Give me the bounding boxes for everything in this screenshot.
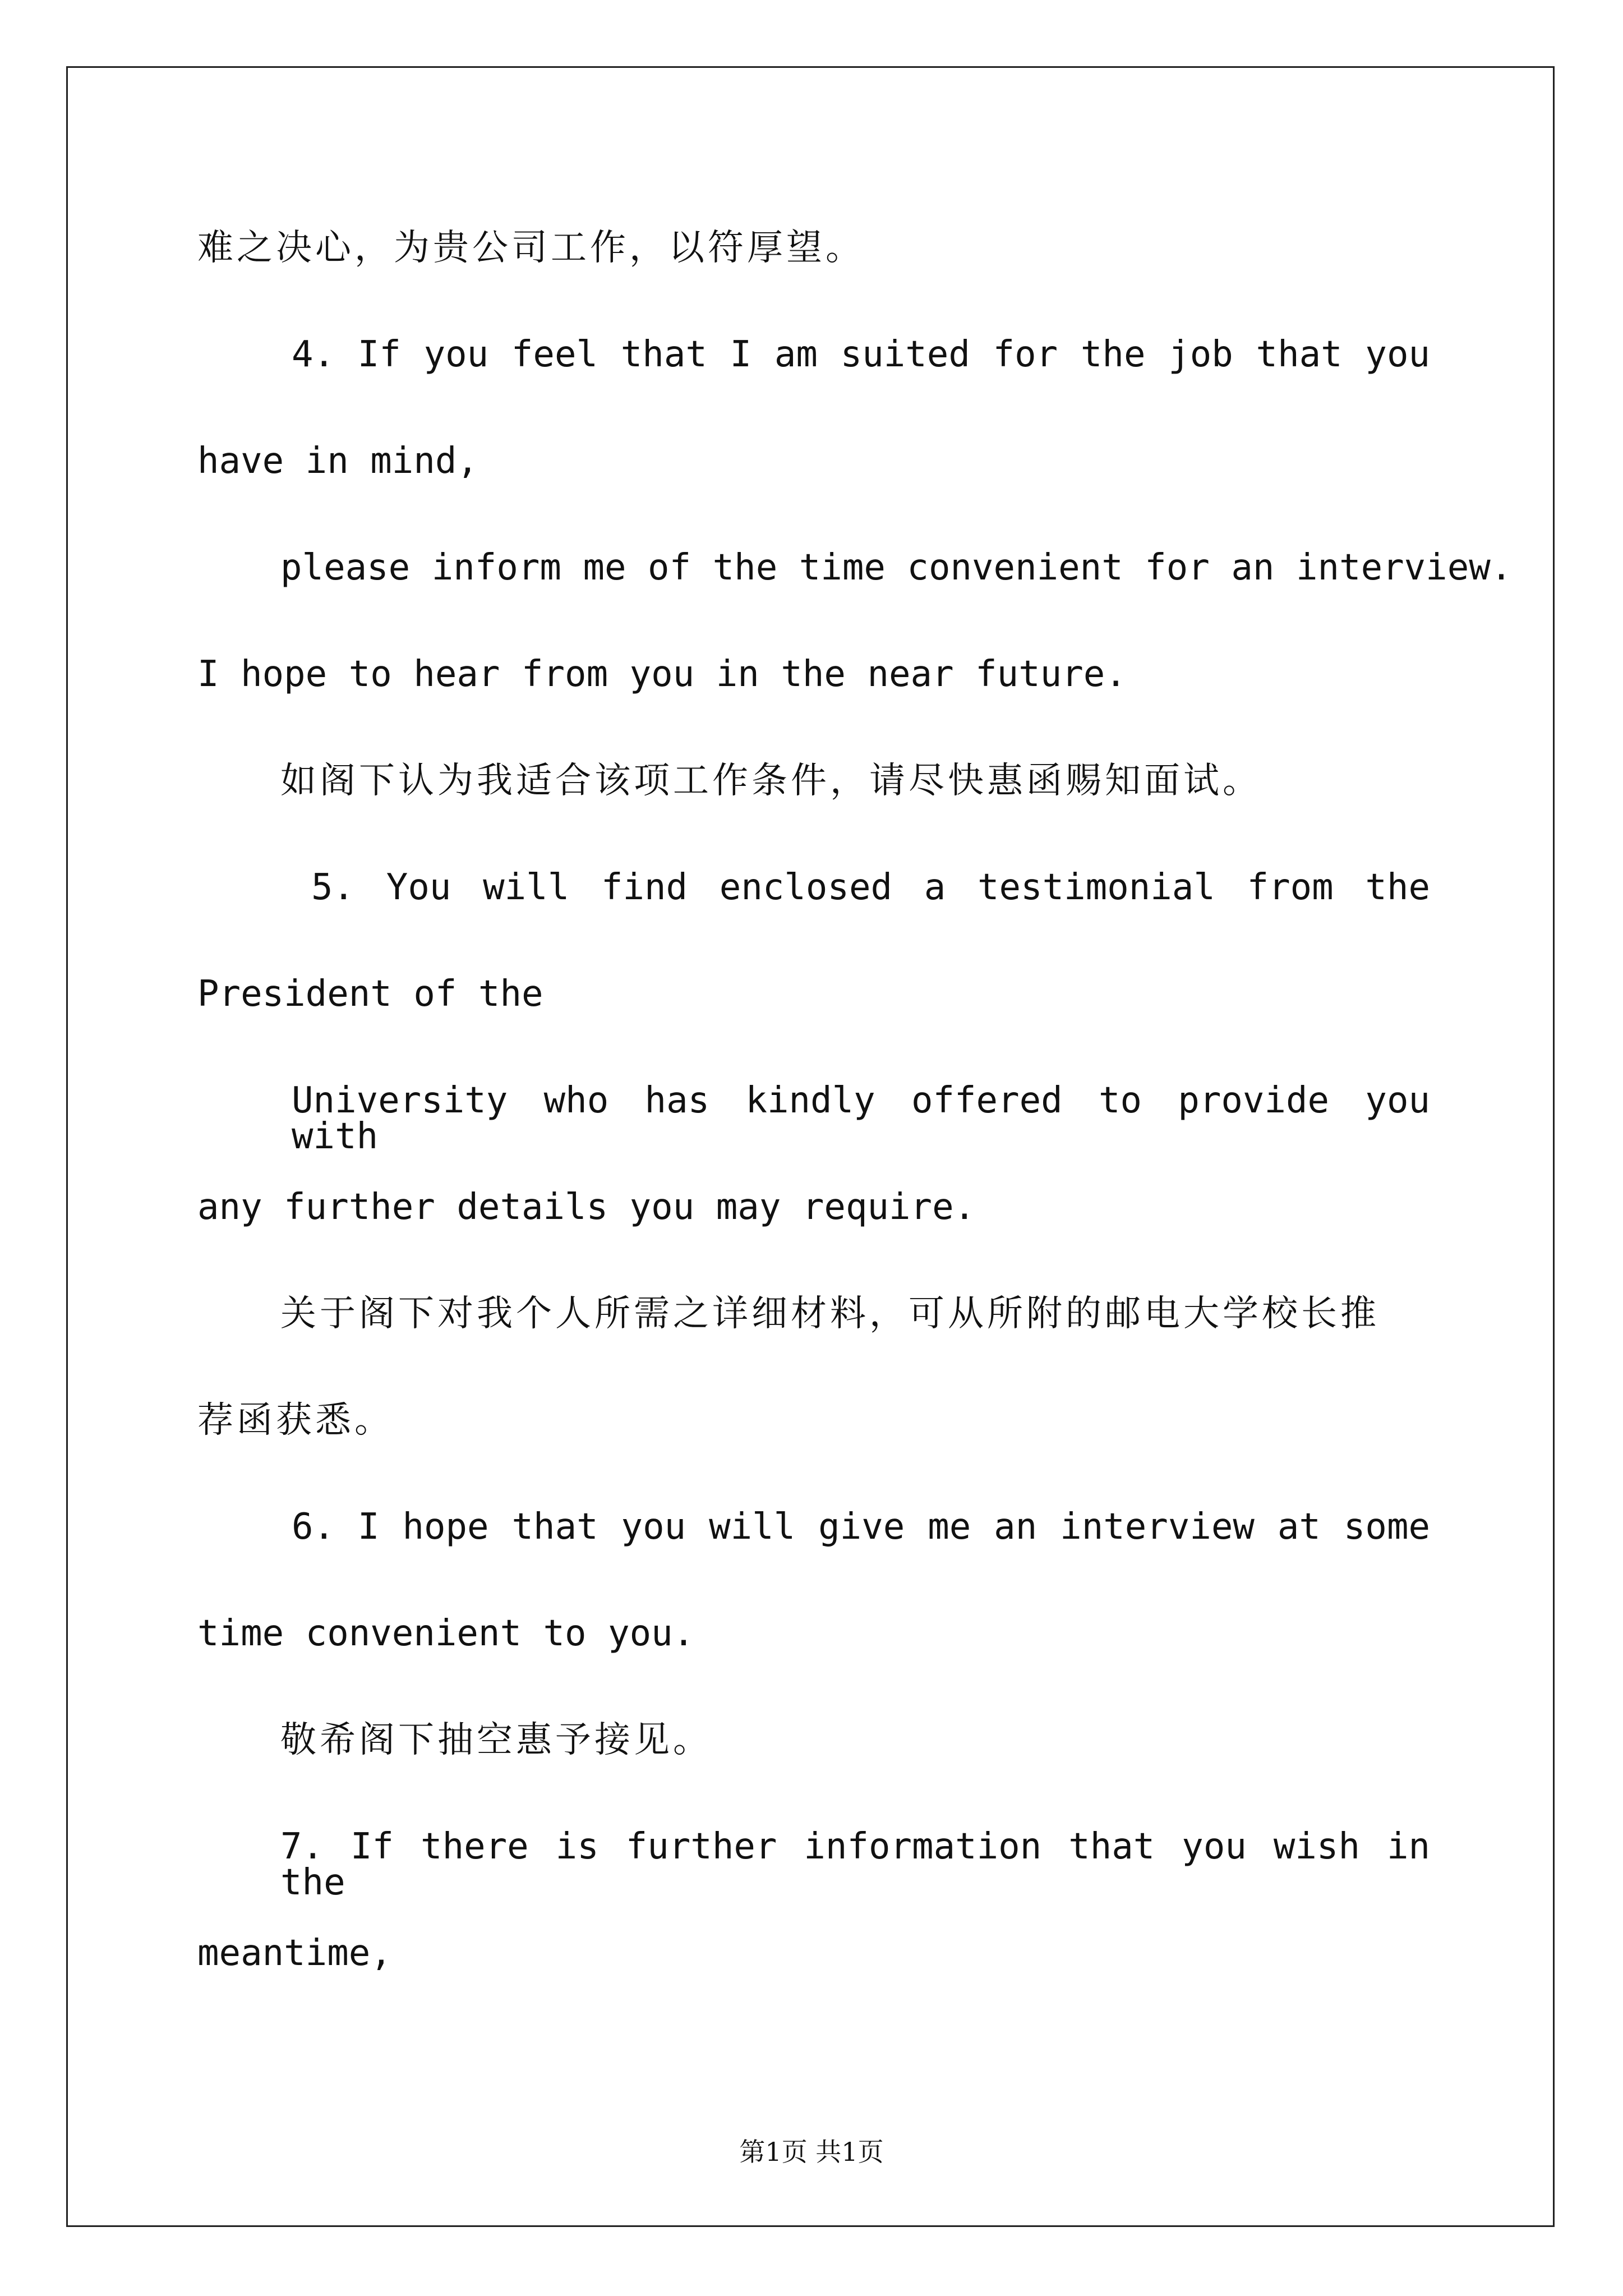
paragraph-line-11: 关于阁下对我个人所需之详细材料，可从所附的邮电大学校长推 bbox=[280, 1293, 1380, 1335]
paragraph-line-17: meantime, bbox=[197, 1932, 392, 1974]
page-footer: 第1页 共1页 bbox=[739, 2137, 884, 2167]
paragraph-line-3: have in mind, bbox=[197, 440, 478, 482]
paragraph-line-15: 敬希阁下抽空惠予接见。 bbox=[280, 1719, 712, 1761]
paragraph-line-9: University who has kindly offered to provide you with bbox=[292, 1080, 1430, 1157]
paragraph-line-16: 7. If there is further information that you wish in the bbox=[280, 1826, 1430, 1903]
paragraph-line-13: 6. I hope that you will give me an interview at some bbox=[292, 1506, 1430, 1548]
paragraph-line-6: 如阁下认为我适合该项工作条件，请尽快惠函赐知面试。 bbox=[280, 760, 1262, 802]
paragraph-line-7: 5. You will find enclosed a testimonial from the bbox=[311, 867, 1430, 908]
paragraph-line-8: President of the bbox=[197, 973, 543, 1015]
paragraph-line-2: 4. If you feel that I am suited for the job that you bbox=[292, 334, 1430, 375]
paragraph-line-5: I hope to hear from you in the near future. bbox=[197, 654, 1127, 695]
paragraph-line-10: any further details you may require. bbox=[197, 1186, 976, 1228]
paragraph-line-4: please inform me of the time convenient for an interview. bbox=[280, 547, 1513, 588]
paragraph-line-14: time convenient to you. bbox=[197, 1613, 695, 1654]
paragraph-line-12: 荐函获悉。 bbox=[197, 1400, 394, 1441]
paragraph-line-1: 难之决心，为贵公司工作，以符厚望。 bbox=[197, 227, 865, 269]
